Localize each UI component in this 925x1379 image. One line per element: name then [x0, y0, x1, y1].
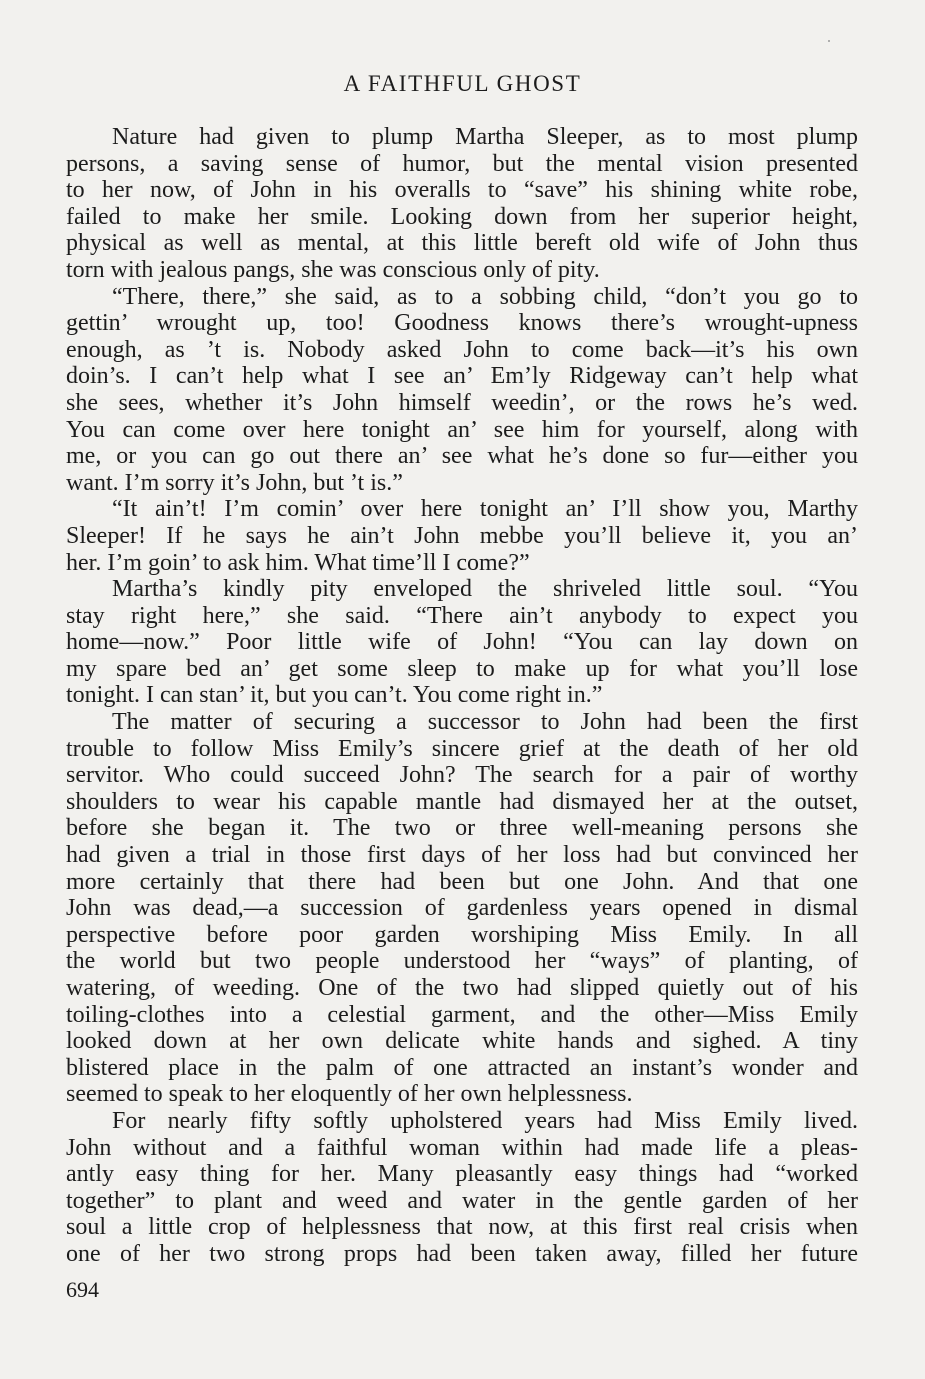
text-line: torn with jealous pangs, she was conscious only of pity. — [66, 256, 600, 283]
text-line: together” to plant and weed and water in the gentle garden of her — [66, 1187, 858, 1214]
text-line: Sleeper! If he says he ain’t John mebbe you’ll believe it, you an’ — [66, 522, 858, 549]
text-line: want. I’m sorry it’s John, but ’t is.” — [66, 469, 403, 496]
text-line: Nature had given to plump Martha Sleeper, as to most plump — [112, 124, 858, 150]
text-line: home—now.” Poor little wife of John! “You can lay down on — [66, 629, 858, 656]
page-number: 694 — [66, 1277, 99, 1302]
text-line: enough, as ’t is. Nobody asked John to come back—it’s his own — [66, 336, 858, 363]
text-line: servitor. Who could succeed John? The search for a pair of worthy — [66, 762, 858, 789]
text-line: to her now, of John in his overalls to “save” his shining white robe, — [66, 177, 858, 204]
text-line: antly easy thing for her. Many pleasantly easy things had “worked — [66, 1161, 858, 1188]
text-line: watering, of weeding. One of the two had slipped quietly out of his — [66, 975, 858, 1001]
text-line: physical as well as mental, at this little bereft old wife of John thus — [66, 230, 858, 257]
text-line: John was dead,—a succession of gardenless years opened in dismal — [66, 895, 858, 922]
text-line: her. I’m goin’ to ask him. What time’ll I come?” — [66, 549, 530, 576]
text-line: tonight. I can stan’ it, but you can’t. You come right in.” — [66, 682, 603, 709]
text-line: trouble to follow Miss Emily’s sincere grief at the death of her old — [66, 735, 858, 762]
text-line: looked down at her own delicate white hands and sighed. A tiny — [66, 1028, 858, 1055]
text-line: the world but two people understood her “ways” of planting, of — [66, 948, 858, 975]
text-line: stay right here,” she said. “There ain’t anybody to expect you — [66, 602, 858, 629]
text-line: before she began it. The two or three well-meaning persons she — [66, 815, 858, 842]
text-line: doin’s. I can’t help what I see an’ Em’ly Ridgeway can’t help what — [66, 363, 858, 390]
running-head: A FAITHFUL GHOST — [343, 71, 582, 96]
text-line: one of her two strong props had been taken away, filled her future — [66, 1240, 858, 1267]
text-line: The matter of securing a successor to John had been the first — [112, 709, 858, 736]
text-line: “There, there,” she said, as to a sobbing child, “don’t you go to — [112, 283, 858, 310]
body-text — [66, 124, 858, 1268]
text-line: more certainly that there had been but one John. And that one — [66, 868, 858, 895]
text-line: she sees, whether it’s John himself weedin’, or the rows he’s wed. — [66, 389, 858, 416]
text-line: failed to make her smile. Looking down from her superior height, — [66, 203, 858, 230]
text-line: seemed to speak to her eloquently of her own helplessness. — [66, 1081, 633, 1108]
text-line: perspective before poor garden worshiping Miss Emily. In all — [66, 921, 858, 948]
text-line: For nearly fifty softly upholstered years had Miss Emily lived. — [112, 1107, 858, 1134]
text-line: persons, a saving sense of humor, but the mental vision presented — [66, 150, 858, 177]
text-line: toiling-clothes into a celestial garment, and the other—Miss Emily — [66, 1001, 858, 1028]
text-line: John without and a faithful woman within had made life a pleas- — [66, 1134, 858, 1161]
text-line: soul a little crop of helplessness that now, at this first real crisis when — [66, 1214, 858, 1241]
text-line: You can come over here tonight an’ see him for yourself, along with — [66, 416, 858, 443]
text-line: had given a trial in those first days of her loss had but convinced her — [66, 842, 858, 869]
text-line: blistered place in the palm of one attracted an instant’s wonder and — [66, 1054, 858, 1081]
text-line: “It ain’t! I’m comin’ over here tonight an’ I’ll show you, Marthy — [112, 496, 858, 523]
text-line: me, or you can go out there an’ see what he’s done so fur—either you — [66, 443, 858, 470]
text-line: Martha’s kindly pity enveloped the shriveled little soul. “You — [112, 576, 858, 603]
text-line: gettin’ wrought up, too! Goodness knows there’s wrought-upness — [66, 310, 858, 337]
text-line: shoulders to wear his capable mantle had dismayed her at the outset, — [66, 788, 858, 815]
text-line: my spare bed an’ get some sleep to make up for what you’ll lose — [66, 655, 858, 682]
paper-speck — [828, 40, 830, 42]
